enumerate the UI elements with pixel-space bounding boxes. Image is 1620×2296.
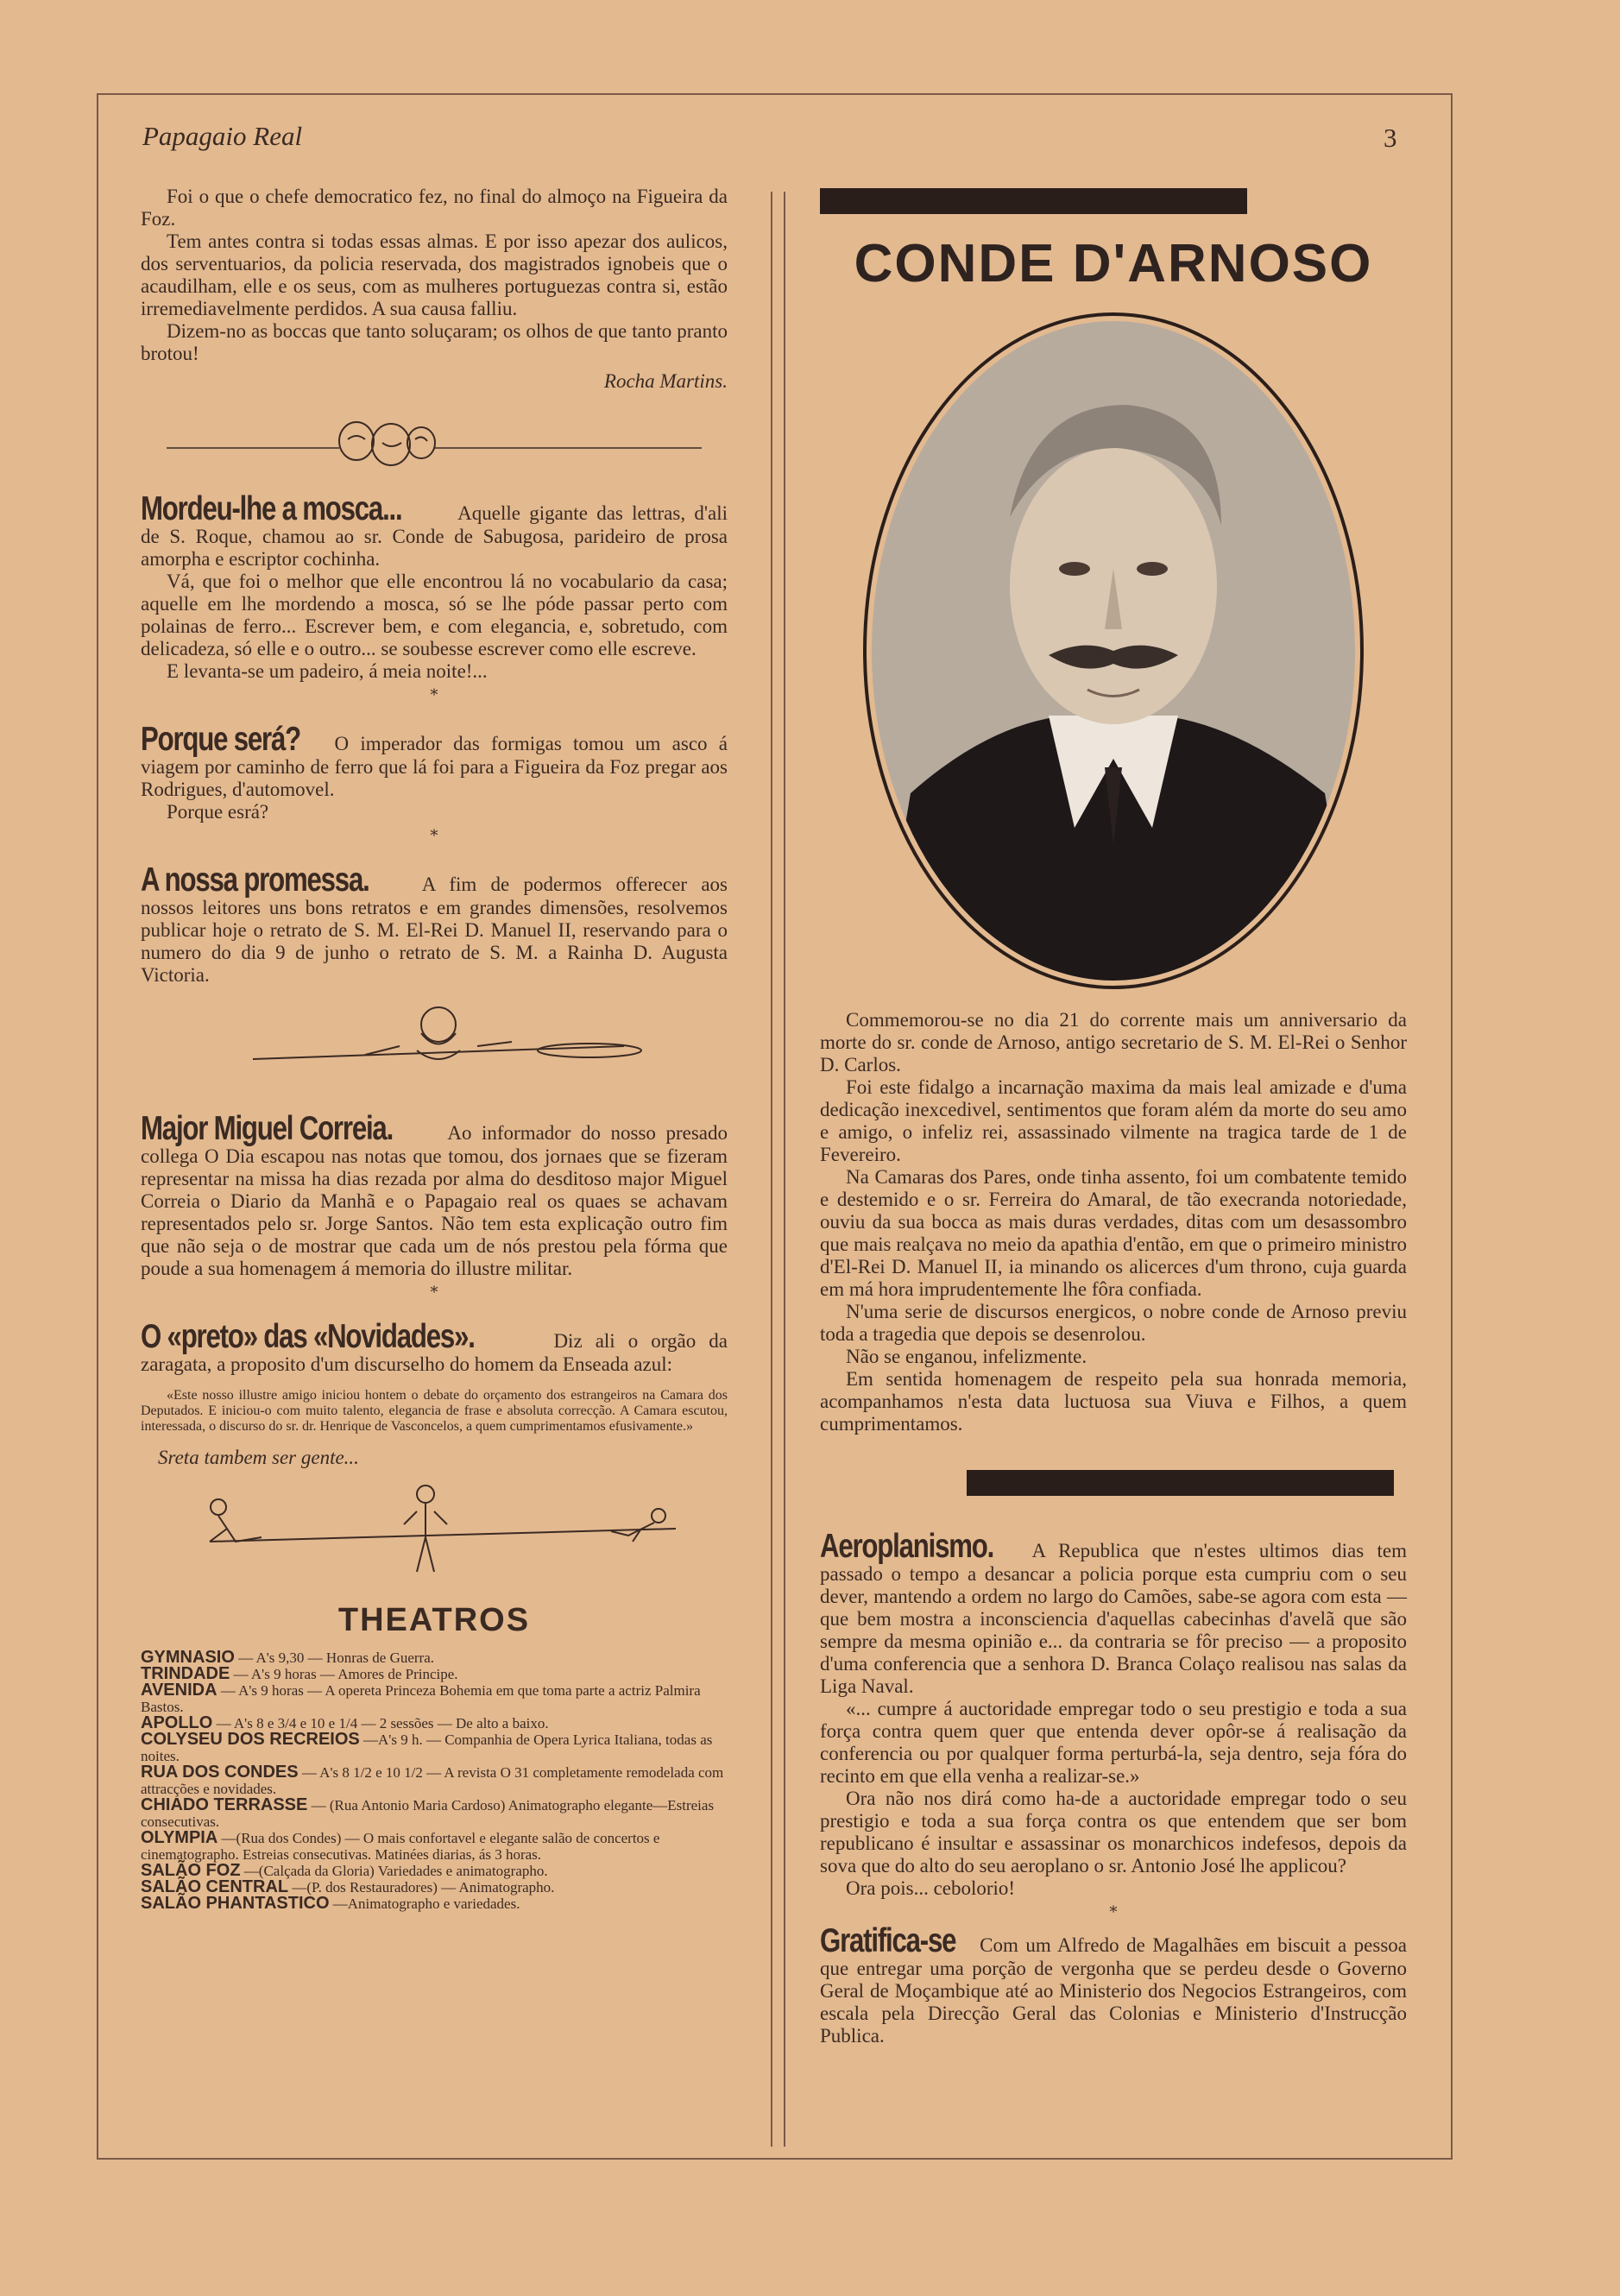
mordeu-text: Aquelle gigante das lettras, d'ali de S. Roque, chamou ao sr. Conde de Sabugosa, parideiro de prosa amorpha e escriptor cochinha. [141,502,728,570]
article-paragraph: Em sentida homenagem de respeito pela sua honrada memoria, acompanhamos n'esta data luctuosa sua Viuva e Filhos, a quem cumprimentamos. [820,1368,1407,1435]
theatro-detail: —(Rua dos Condes) — O mais confortavel e elegante salão de concertos e cinematographo. Estreias consecutivas. Matinées diarias, ás 3 horas. [141,1830,660,1863]
asterisk-separator: * [430,827,438,845]
theatro-name: TRINDADE [141,1664,230,1683]
article-title: CONDE D'ARNOSO [854,234,1373,293]
mordeu-paragraph: E levanta-se um padeiro, á meia noite!... [167,660,488,682]
theatro-detail: —(P. dos Restauradores) — Animatographo. [292,1879,555,1895]
major-heading: Major Miguel Correia. [141,1110,394,1147]
column-rule [784,192,785,2147]
preto-text: Diz ali o orgão da zaragata, a proposito d'um discurselho do homem da Enseada azul: [141,1330,728,1375]
intro-paragraph: Dizem-no as boccas que tanto soluçaram; os olhos de que tanto pranto brotou! [141,320,728,364]
left-column [141,186,728,1912]
article-paragraph: Não se enganou, infelizmente. [846,1346,1087,1367]
porque-heading: Porque será? [141,721,301,758]
caricature-divider [141,999,728,1094]
theatro-detail: — A's 9 horas — A opereta Princeza Bohemia em que toma parte a actriz Palmira Bastos. [141,1682,701,1715]
article-paragraph: N'uma serie de discursos energicos, o nobre conde de Arnoso previu toda a tragedia que depois se desenrolou. [820,1301,1407,1345]
preto-heading: O «preto» das «Novidades». [141,1318,475,1355]
porque-text: O imperador das formigas tomou um asco á viagem por caminho de ferro que lá foi para a Figueira da Foz pregar aos Rodrigues, d'automovel. [141,733,728,800]
preto-close: Sreta tambem ser gente... [158,1447,359,1468]
intro-paragraph: Tem antes contra si todas essas almas. E por isso apezar dos aulicos, dos serventuarios, da policia reservada, dos magistrados ignobeis que o acaudilham, elle e os seus, com as mulheres portuguezas contra si, estão irremediavelmente perdidos. A sua causa falliu. [141,230,728,319]
theatro-detail: — A's 8 e 3/4 e 10 e 1/4 — 2 sessões — De alto a baixo. [216,1715,549,1731]
portrait-image [859,310,1368,992]
aero-text: A Republica que n'estes ultimos dias tem passado o tempo a desancar a policia porque esta cumpriu com o seu dever, mantendo a ordem no largo do Camões, sabe-se agora com esta — que bem mostra a inconsciencia d'aquellas cabecinhas d'avelã que são sempre da mesma opinião e... da contraria se fôr preciso — a proposito d'uma conferencia que a senhora D. Branca Colaço realisou nas salas da Liga Naval. [820,1540,1407,1697]
theatro-detail: —A's 9 h. — Companhia de Opera Lyrica Italiana, todas as noites. [141,1731,713,1764]
aero-paragraph: Ora pois... cebolorio! [846,1877,1016,1899]
theatro-name: COLYSEU DOS RECREIOS [141,1730,360,1749]
article-paragraph: Na Camaras dos Pares, onde tinha assento, foi um combatente temido e destemido e o sr. Ferreira do Amaral, de tão execranda notoriedade, ouviu da sua bocca as mais duras verdades, ditas com um desassombro que mais realçava no meio da apathia d'então, em que o primeiro ministro d'El-Rei D. Manuel II, ia minando os alicerces d'um throno, cuja guarda em má hora imprudentemente lhe fôra confiada. [820,1166,1407,1300]
theatro-item [141,1682,728,1715]
theatro-name: AVENIDA [141,1681,217,1700]
major-text: Ao informador do nosso presado collega O Dia escapou nas notas que tomou, dos jornaes que se fizeram representar na missa ha dias rezada por alma do desditoso major Miguel Correia o Diario da Manhã e o Papagaio real os quaes se achavam representados pelo sr. Jorge Santos. Não tem esta explicação outro fim que não seja o de mostrar que cada um de nós prestou pela fórma que poude a sua homenagem á memoria do illustre militar. [141,1122,728,1279]
article-paragraph: Foi este fidalgo a incarnação maxima da mais leal amizade e d'uma dedicação inexcedivel, sentimentos que foram além da morte do seu amo e amigo, o infeliz rei, assassinado vilmente na tragica tarde de 1 de Fevereiro. [820,1076,1407,1165]
article-paragraph: Commemorou-se no dia 21 do corrente mais um anniversario da morte do sr. conde de Arnoso, antigo secretario de S. M. El-Rei o Senhor D. Carlos. [820,1009,1407,1075]
intro-paragraph: Foi o que o chefe democratico fez, no final do almoço na Figueira da Foz. [141,186,728,230]
title-bar [820,188,1247,214]
aero-paragraph: Ora não nos dirá como ha-de a auctoridade empregar todo o seu prestigio e toda a sua força contra os que entendem que ser bom republicano é insultar e assassinar os monarchicos indefesos, depois da sova que do alto do seu aeroplano o sr. Antonio José lhe applicou? [820,1788,1407,1877]
theatro-name: SALÃO CENTRAL [141,1877,289,1896]
asterisk-separator: * [430,1284,438,1302]
theatros-title: THEATROS [337,1602,531,1638]
section-bar [967,1470,1394,1496]
theatro-item [141,1764,728,1797]
theatro-name: CHIADO TERRASSE [141,1795,308,1814]
theatros-list [141,1649,728,1912]
caricature-divider [141,1481,728,1585]
right-column [820,188,1407,2047]
running-head: Papagaio Real [142,121,303,151]
theatro-detail: —(Calçada da Gloria) Variedades e animatographo. [243,1863,548,1879]
preto-quote: «Este nosso illustre amigo iniciou hontem o debate do orçamento dos estrangeiros na Camara dos Deputados. E iniciou-o com muito talento, elegancia de frase e absoluta correcção. A Camara escutou, interessada, o discurso do sr. dr. Henrique de Vasconcelos, a quem cumprimentamos efusivamente.» [141,1388,728,1434]
caricature-divider [141,405,728,474]
theatro-name: APOLLO [141,1713,213,1732]
theatro-item [141,1731,728,1764]
page-number: 3 [1384,123,1397,153]
promessa-text: A fim de podermos offerecer aos nossos leitores uns bons retratos e em grandes dimensões, resolvemos publicar hoje o retrato de S. M. El-Rei D. Manuel II, reservando para o numero do dia 9 de junho o retrato de S. M. a Rainha D. Augusta Victoria. [141,874,728,986]
theatro-item [141,1666,728,1682]
theatro-name: SALÃO PHANTASTICO [141,1894,330,1913]
signature: Rocha Martins. [603,370,728,392]
theatro-name: GYMNASIO [141,1648,235,1667]
gratifica-heading: Gratifica-se [820,1922,956,1959]
theatro-item [141,1797,728,1830]
mordeu-paragraph: Vá, que foi o melhor que elle encontrou lá no vocabulario da casa; aquelle em lhe mordendo a mosca, só se lhe póde passar perto com polainas de ferro... Escrever bem, e com elegancia, e, sobretudo, com delicadeza, só elle e o outro... se soubesse escrever como elle escreve. [141,571,728,659]
portrait [820,310,1407,992]
aero-heading: Aeroplanismo. [820,1528,994,1565]
theatro-detail: — A's 8 1/2 e 10 1/2 — A revista O 31 completamente remodelada com attracções e novidades. [141,1764,724,1797]
theatro-name: RUA DOS CONDES [141,1763,299,1782]
theatro-detail: — A's 9,30 — Honras de Guerra. [238,1649,435,1666]
theatro-item [141,1830,728,1863]
asterisk-separator: * [1109,1903,1118,1921]
theatro-name: OLYMPIA [141,1828,218,1847]
theatro-detail: — (Rua Antonio Maria Cardoso) Animatographo elegante—Estreias consecutivas. [141,1797,715,1830]
porque-paragraph: Porque esrá? [167,801,269,823]
aero-quote: «... cumpre á auctoridade empregar todo o seu prestigio e toda a sua força contra quem quer que entenda dever opôr-se á realisação da conferencia ou por qualquer forma perturbá-la, seja dentro, seja fóra do recinto em que ella venha a realizar-se.» [820,1698,1407,1787]
theatro-detail: — A's 9 horas — Amores de Principe. [233,1666,458,1682]
theatro-name: SALÃO FOZ [141,1861,241,1880]
gratifica-text: Com um Alfredo de Magalhães em biscuit a pessoa que entregar uma porção de vergonha que se perdeu desde o Governo Geral de Moçambique até ao Ministerio dos Negocios Estrangeiros, com escala pela Direcção Geral das Colonias e Ministerio d'Instrucção Publica. [820,1934,1408,2047]
theatro-detail: —Animatographo e variedades. [332,1895,520,1912]
column-rule [771,192,772,2147]
asterisk-separator: * [430,686,438,704]
theatro-item [141,1895,728,1912]
promessa-heading: A nossa promessa. [141,861,369,899]
mordeu-heading: Mordeu-lhe a mosca... [141,490,402,527]
